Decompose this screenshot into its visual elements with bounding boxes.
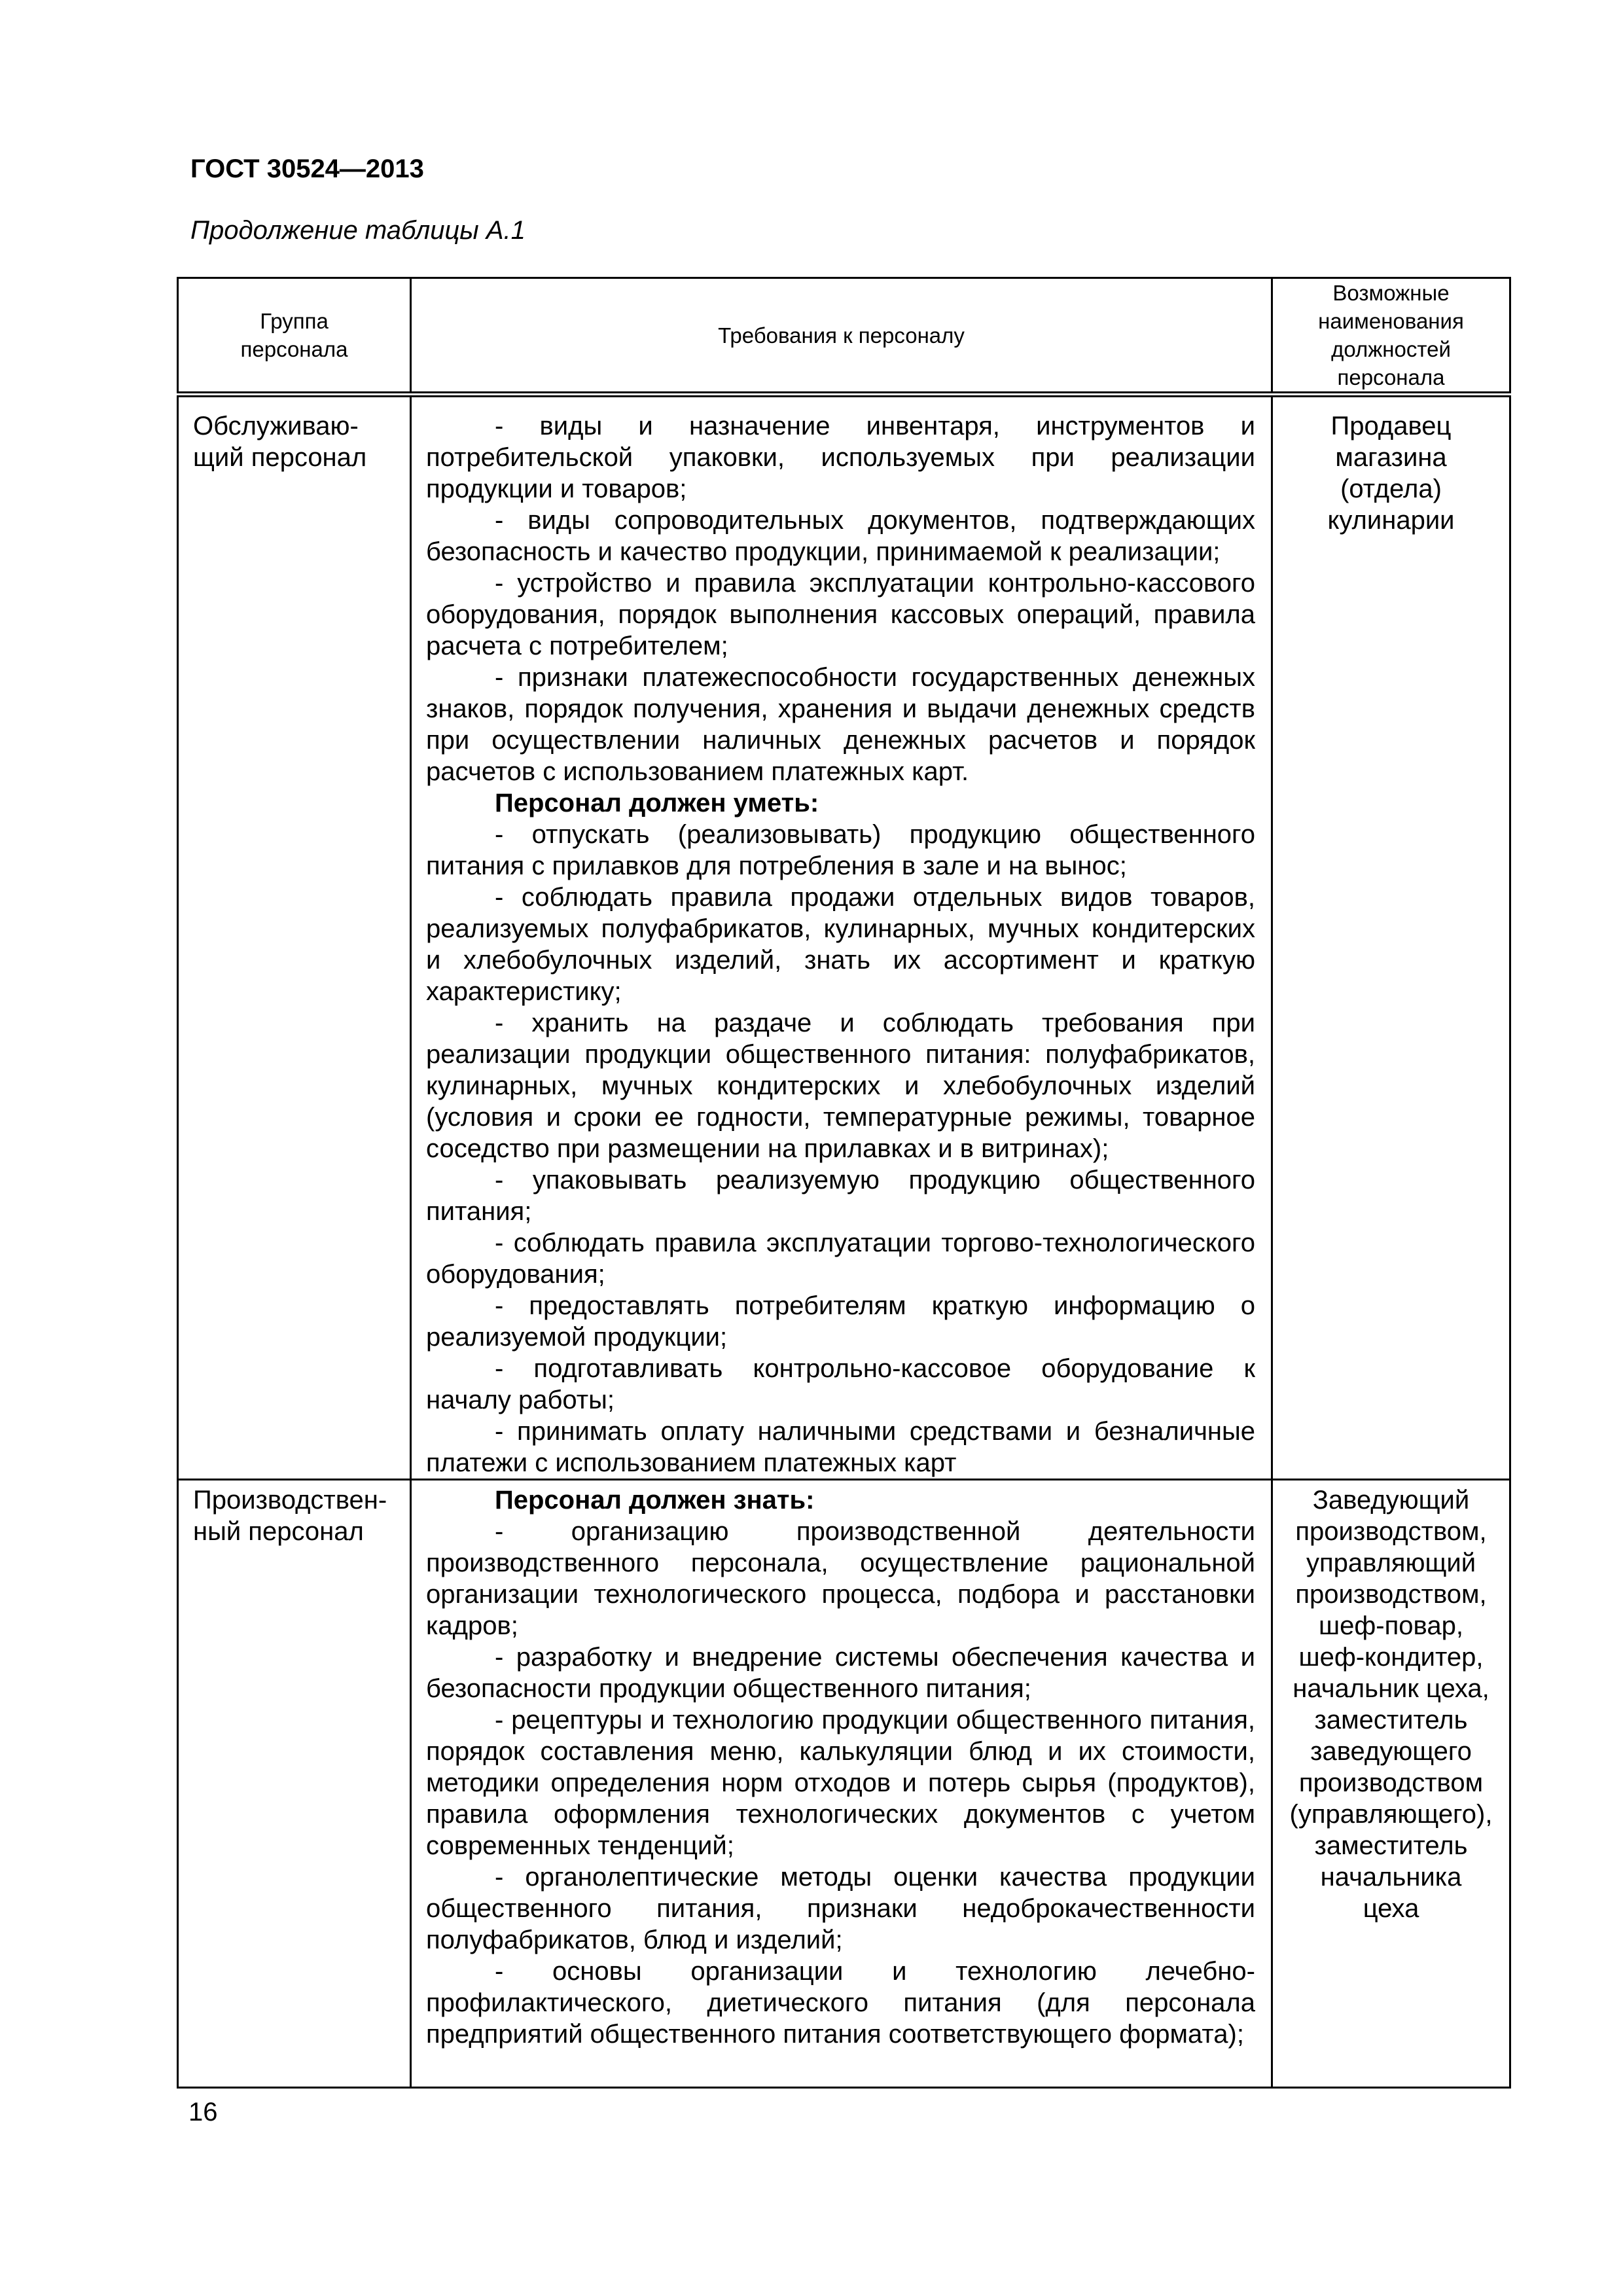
position-title-line: управляющий xyxy=(1306,1549,1476,1577)
position-title-line: магазина xyxy=(1335,443,1447,472)
requirement-item: - хранить на раздаче и соблюдать требования при реализации продукции общественного питания: полуфабрикатов, кулинарных, мучных кондитерских и хлебобулочных изделий (условия и сроки ее годности, температурные режимы, товарное соседство при размещении на прилавках и в витринах); xyxy=(426,1009,1255,1163)
requirement-item: - виды и назначение инвентаря, инструментов и потребительской упаковки, используемых при реализации продукции и товаров; xyxy=(426,412,1255,503)
group-cell xyxy=(178,395,411,1480)
table-row xyxy=(178,1480,1510,2088)
requirement-item: - соблюдать правила эксплуатации торгово-технологического оборудования; xyxy=(426,1229,1255,1289)
position-title-line: цеха xyxy=(1363,1894,1419,1923)
table-header-row xyxy=(178,278,1510,395)
position-title-line: (управляющего), xyxy=(1289,1800,1493,1829)
personnel-requirements-table xyxy=(177,277,1511,2089)
requirement-item: - организацию производственной деятельности производственного персонала, осуществление рациональной организации технологического процесса, подбора и расстановки кадров; xyxy=(426,1517,1255,1640)
requirements-subheading: Персонал должен знать: xyxy=(495,1486,815,1515)
requirements-cell xyxy=(411,395,1272,1480)
requirement-item: - признаки платежеспособности государственных денежных знаков, порядок получения, хранения и выдачи денежных средств при осуществлении наличных денежных расчетов и порядок расчетов с использованием платежных карт. xyxy=(426,663,1255,786)
requirements-list xyxy=(412,397,1271,1479)
requirement-item: - виды сопроводительных документов, подтверждающих безопасность и качество продукции, принимаемой к реализации; xyxy=(426,506,1255,566)
group-name: Производствен-ный персонал xyxy=(193,1486,387,1546)
position-title-line: (отдела) xyxy=(1340,475,1442,503)
position-title-line: начальника xyxy=(1320,1863,1462,1892)
requirement-item: - подготавливать контрольно-кассовое оборудование к началу работы; xyxy=(426,1354,1255,1414)
position-title-line: кулинарии xyxy=(1327,506,1455,535)
page-number: 16 xyxy=(188,2098,218,2126)
requirements-cell xyxy=(411,1480,1272,2088)
requirement-item: - разработку и внедрение системы обеспечения качества и безопасности продукции общественного питания; xyxy=(426,1643,1255,1703)
group-cell xyxy=(178,1480,411,2088)
position-title-line: шеф-кондитер, xyxy=(1298,1643,1484,1672)
requirement-item: - принимать оплату наличными средствами и безналичные платежи с использованием платежных карт xyxy=(426,1417,1255,1477)
requirement-item: - упаковывать реализуемую продукцию общественного питания; xyxy=(426,1166,1255,1226)
position-title-line: Продавец xyxy=(1330,412,1452,440)
requirements-list xyxy=(412,1480,1271,2050)
position-title-line: заместитель xyxy=(1314,1831,1468,1860)
column-header-requirements: Требования к персоналу xyxy=(411,278,1272,395)
requirement-item: - соблюдать правила продажи отдельных видов товаров, реализуемых полуфабрикатов, кулинарных, мучных кондитерских и хлебобулочных изделий, знать их ассортимент и краткую характеристику; xyxy=(426,883,1255,1006)
positions-cell xyxy=(1272,395,1510,1480)
group-name: Обслуживаю-щий персонал xyxy=(193,412,367,472)
requirement-item: - отпускать (реализовывать) продукцию общественного питания с прилавков для потребления в зале и на вынос; xyxy=(426,820,1255,880)
position-title-line: Заведующий xyxy=(1312,1486,1470,1515)
table-row xyxy=(178,395,1510,1480)
requirement-item: - основы организации и технологию лечебно-профилактического, диетического питания (для персонала предприятий общественного питания соответствующего формата); xyxy=(426,1957,1255,2049)
table-continuation-caption: Продолжение таблицы А.1 xyxy=(190,216,526,245)
column-header-positions: Возможные наименования должностей персонала xyxy=(1272,278,1510,395)
requirements-subheading: Персонал должен уметь: xyxy=(495,789,819,817)
requirement-item: - рецептуры и технологию продукции общественного питания, порядок составления меню, калькуляции блюд и их стоимости, методики определения норм отходов и потерь сырья (продуктов), правила оформления технологических документов с учетом современных тенденций; xyxy=(426,1706,1255,1860)
column-header-group: Группа персонала xyxy=(178,278,411,395)
requirement-item: - предоставлять потребителям краткую информацию о реализуемой продукции; xyxy=(426,1291,1255,1352)
position-title-line: заместитель xyxy=(1314,1706,1468,1734)
position-title-line: производством xyxy=(1298,1768,1484,1797)
positions-cell xyxy=(1272,1480,1510,2088)
requirement-item: - органолептические методы оценки качества продукции общественного питания, признаки недоброкачественности полуфабрикатов, блюд и изделий; xyxy=(426,1863,1255,1954)
position-title-line: заведующего xyxy=(1310,1737,1472,1766)
positions-list xyxy=(1273,1480,1509,1924)
position-title-line: начальник цеха, xyxy=(1293,1674,1489,1703)
position-title-line: производством, xyxy=(1295,1580,1487,1609)
positions-list xyxy=(1273,397,1509,536)
requirement-item: - устройство и правила эксплуатации контрольно-кассового оборудования, порядок выполнения кассовых операций, правила расчета с потребителем; xyxy=(426,569,1255,660)
position-title-line: производством, xyxy=(1295,1517,1487,1546)
document-code: ГОСТ 30524—2013 xyxy=(190,154,424,183)
position-title-line: шеф-повар, xyxy=(1319,1611,1463,1640)
